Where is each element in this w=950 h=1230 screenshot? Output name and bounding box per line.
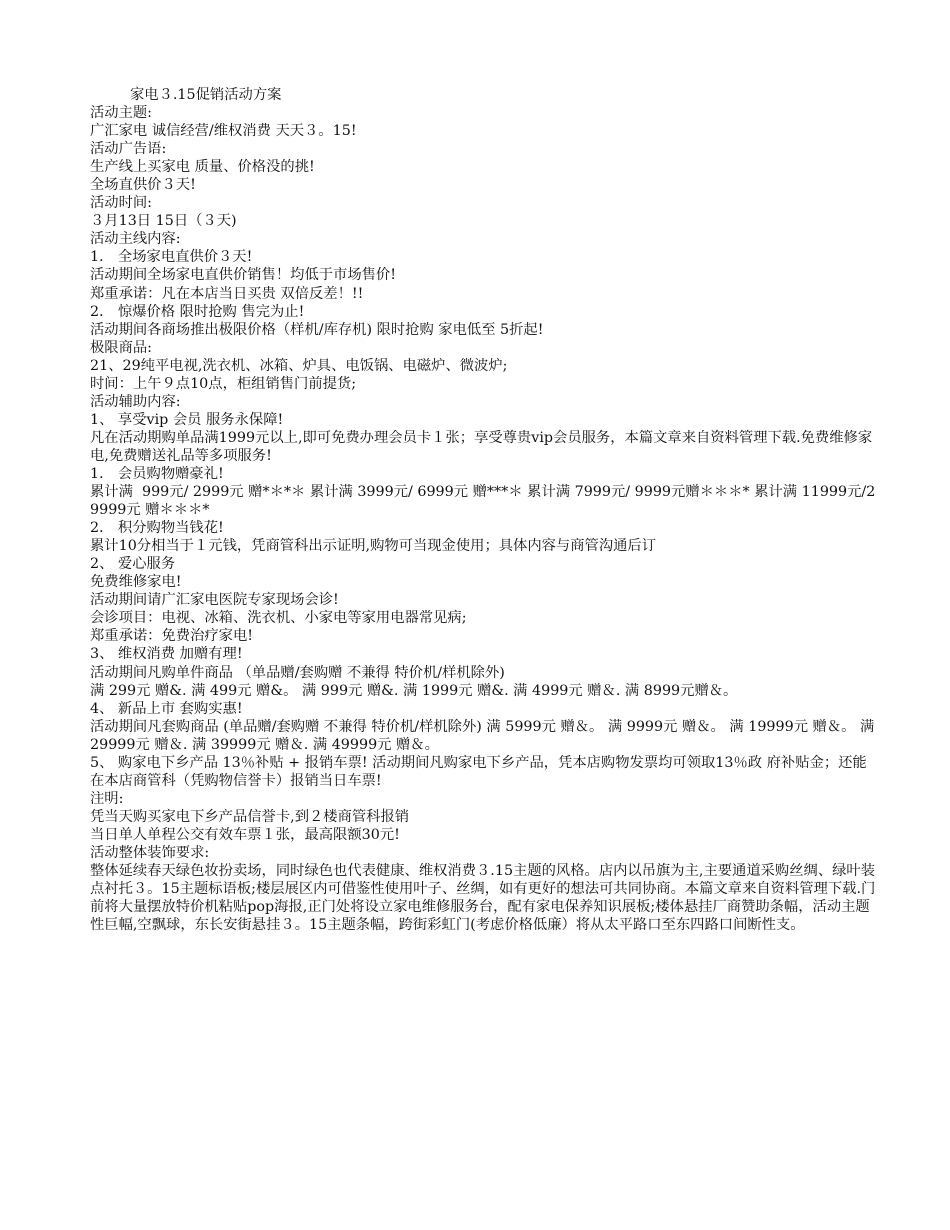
text-line: 累计满 999元/ 2999元 赠*＊*＊ 累计满 3999元/ 6999元 赠***＊ 累计满 7999元/ 9999元赠＊＊＊* 累计满 11999元/29999元 赠＊＊＊* <box>90 484 876 519</box>
text-line: 会诊项目：电视、冰箱、洗衣机、小家电等家用电器常见病; <box>90 610 467 627</box>
text-line: 活动时间: <box>90 195 153 212</box>
text-line: 活动主题: <box>90 105 153 122</box>
text-line: 活动主线内容: <box>90 231 181 248</box>
text-line: 免费维修家电! <box>90 574 182 591</box>
document-body <box>90 104 880 934</box>
document-page <box>90 86 880 934</box>
text-line: 活动期间请广汇家电医院专家现场会诊! <box>90 592 339 609</box>
text-line: 整体延续春天绿色妆扮卖场，同时绿色也代表健康、维权消费３.15主题的风格。店内以吊旗为主,主要通道采购丝绸、绿叶装点衬托３。15主题标语板;楼层展区内可借鉴性使用叶子、丝绸，如有更好的想法可共同协商。本篇文章来自资料管理下载.门前将大量摆放特价机粘贴pop海报,正门处将设立家电维修服务台，配有家电保养知识展板;楼体悬挂厂商赞助条幅，活动主题性巨幅,空飘球，东长安街悬挂３。15主题条幅，跨街彩虹门(考虑价格低廉）将从太平路口至东四路口间断性支。 <box>90 863 876 934</box>
text-line: 当日单人单程公交有效车票１张，最高限额30元! <box>90 826 400 843</box>
text-line: 郑重承诺：凡在本店当日买贵 双倍反差！!! <box>90 285 364 302</box>
text-line: 活动广告语: <box>90 141 167 158</box>
text-line: 活动期间全场家电直供价销售！均低于市场售价! <box>90 267 396 284</box>
text-line: 活动期间凡购单件商品 （单品赠/套购赠 不兼得 特价机/样机除外) <box>90 664 505 681</box>
text-line: 2． 惊爆价格 限时抢购 售完为止! <box>90 303 305 320</box>
text-line: 4、 新品上市 套购实惠! <box>90 700 243 717</box>
text-line: 活动辅助内容: <box>90 393 181 410</box>
text-line: 活动整体装饰要求: <box>90 844 210 861</box>
text-line: 活动期间各商场推出极限价格（样机/库存机) 限时抢购 家电低至 5折起! <box>90 321 544 338</box>
text-line: 2、 爱心服务 <box>90 556 176 573</box>
text-line: 满 299元 赠&. 满 499元 赠&。 满 999元 赠&. 满 1999元 赠&. 满 4999元 赠＆. 满 8999元赠＆。 <box>90 682 738 699</box>
text-line: 1、 享受vip 会员 服务永保障! <box>90 411 284 428</box>
text-line: ３月13日 15日（３天) <box>90 213 237 230</box>
text-line: 广汇家电 诚信经营/维权消费 天天３。15! <box>90 123 357 140</box>
text-line: 郑重承诺：免费治疗家电! <box>90 628 254 645</box>
text-line: 注明: <box>90 790 124 807</box>
text-line: 全场直供价３天! <box>90 177 196 194</box>
text-line: 凭当天购买家电下乡产品信誉卡,到２楼商管科报销 <box>90 808 410 825</box>
text-line: 21、29纯平电视,洗衣机、冰箱、炉具、电饭锅、电磁炉、微波炉; <box>90 357 508 374</box>
text-line: 时间：上午９点10点，柜组销售门前提货; <box>90 375 357 392</box>
text-line: 3、 维权消费 加赠有理! <box>90 646 243 663</box>
text-line: 累计10分相当于１元钱，凭商管科出示证明,购物可当现金使用；具体内容与商管沟通后订 <box>90 538 657 555</box>
text-line: 1． 全场家电直供价３天! <box>90 249 253 266</box>
text-line: 活动期间凡套购商品 (单品赠/套购赠 不兼得 特价机/样机除外) 满 5999元 赠＆。 满 9999元 赠＆。 满 19999元 赠＆。 满 29999元 赠＆. 满 39999元 赠＆. 满 49999元 赠＆。 <box>90 718 879 753</box>
text-line: 5、 购家电下乡产品 13％补贴 + 报销车票! 活动期间凡购家电下乡产品，凭本店购物发票均可领取13％政 府补贴金；还能在本店商管科（凭购物信誉卡）报销当日车票! <box>90 754 867 789</box>
text-line: 极限商品: <box>90 339 153 356</box>
text-line: 凡在活动期购单品满1999元以上,即可免费办理会员卡１张；享受尊贵vip会员服务，本篇文章来自资料管理下载.免费维修家电,免费赠送礼品等多项服务! <box>90 429 873 464</box>
document-title: 家电３.15促销活动方案 <box>130 87 282 103</box>
text-line: 2． 积分购物当钱花! <box>90 520 224 537</box>
text-line: 生产线上买家电 质量、价格没的挑! <box>90 159 315 176</box>
text-line: 1． 会员购物赠豪礼! <box>90 465 224 482</box>
